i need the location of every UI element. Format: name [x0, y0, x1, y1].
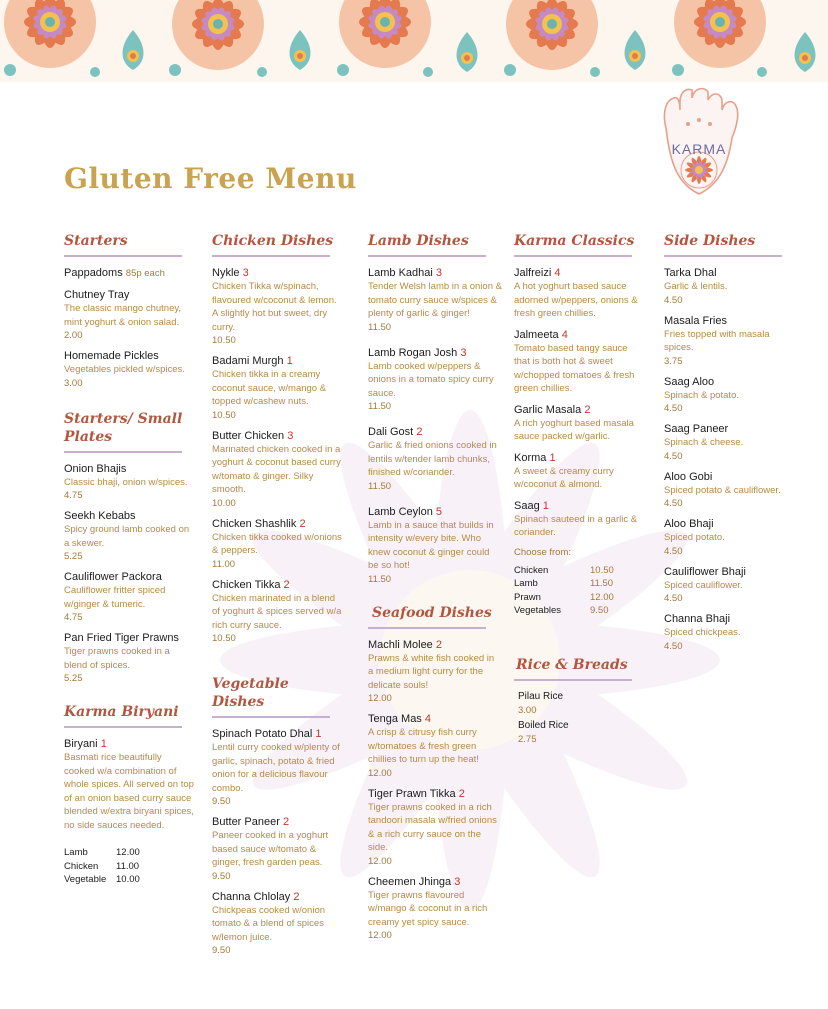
- section-title: Vegetable Dishes: [212, 676, 289, 710]
- menu-item: [64, 288, 194, 342]
- item-name: Tenga Mas: [368, 713, 422, 725]
- price-label: Vegetables: [514, 605, 562, 616]
- item-name: Seekh Kebabs: [64, 510, 136, 522]
- item-name: Butter Chicken: [212, 429, 285, 442]
- item-price: 12.00: [368, 855, 392, 867]
- chilli-rating: 3: [287, 429, 294, 442]
- menu-item: [664, 565, 794, 606]
- section-divider: [514, 255, 632, 257]
- menu-item: [514, 266, 642, 321]
- chilli-rating: 2: [584, 403, 591, 416]
- item-name: Pappadoms: [64, 267, 123, 279]
- item-description: Tender Welsh lamb in a onion & tomato curry sauce w/spices & plenty of garlic & ginger!: [368, 281, 502, 319]
- item-description: Marinated chicken cooked in a yoghurt & coconut based curry w/tomato & ginger. Silky smooth.: [212, 443, 341, 495]
- section-rice: [514, 656, 642, 746]
- item-name: Korma: [514, 451, 547, 464]
- section-divider: [64, 255, 182, 257]
- item-description: Chicken tikka cooked w/onions & peppers.: [212, 531, 342, 556]
- section-divider: [64, 726, 182, 728]
- choose-from-label: Choose from:: [514, 546, 572, 558]
- item-description: Spinach sauteed in a garlic & coriander.: [514, 513, 638, 538]
- chilli-rating: 1: [315, 728, 322, 740]
- price-value: 9.50: [590, 605, 609, 616]
- price-value: 12.00: [590, 591, 614, 603]
- item-price: 5.25: [64, 551, 83, 562]
- chilli-rating: 2: [435, 638, 442, 651]
- item-price: 12.00: [368, 767, 392, 779]
- price-row: [64, 846, 194, 860]
- item-description: A rich yoghurt based masala sauce packed w/garlic.: [514, 417, 634, 442]
- section-title: Karma Biryani: [64, 704, 179, 720]
- section-divider: [212, 255, 330, 257]
- section-title: Side Dishes: [664, 233, 756, 249]
- menu-item: [64, 266, 194, 281]
- menu-item: [368, 787, 502, 868]
- item-price: 10.00: [212, 497, 236, 509]
- price-label: Chicken: [64, 860, 99, 872]
- chilli-rating: 4: [561, 328, 568, 341]
- section-vegetable: [212, 675, 342, 957]
- price-row: [64, 873, 194, 887]
- menu-item: [664, 314, 794, 368]
- chilli-rating: 3: [460, 346, 467, 359]
- item-description: Chicken marinated in a blend of yoghurt & spices served w/a rich curry sauce.: [212, 592, 342, 631]
- column-3: [368, 232, 502, 949]
- item-price: 11.00: [212, 558, 236, 570]
- item-price: 12.00: [368, 693, 392, 704]
- item-description: Classic bhaji, onion w/spices.: [64, 476, 188, 488]
- item-price: 9.50: [212, 796, 231, 807]
- item-description: Spicy ground lamb cooked on a skewer.: [64, 524, 190, 549]
- item-price: 4.50: [664, 294, 683, 306]
- menu-item: [64, 570, 194, 624]
- menu-item: [64, 462, 194, 503]
- item-name: Aloo Bhaji: [664, 518, 714, 530]
- section-classics: [514, 232, 642, 618]
- item-price: 10.50: [212, 335, 236, 346]
- price-value: 12.00: [116, 847, 140, 858]
- menu-item: [514, 451, 642, 492]
- chilli-rating: 4: [554, 267, 561, 279]
- menu-item: [64, 349, 194, 390]
- item-name: Garlic Masala: [514, 403, 582, 416]
- price-value: 10.00: [116, 874, 140, 885]
- section-divider: [664, 255, 782, 257]
- chilli-rating: 2: [293, 890, 300, 903]
- chilli-rating: 2: [283, 578, 290, 591]
- section-sides: [664, 232, 794, 653]
- item-description: Paneer cooked in a yoghurt based sauce w/tomato & ginger, fresh garden peas.: [212, 830, 329, 868]
- menu-item: [212, 727, 342, 808]
- price-value: 10.50: [590, 564, 614, 576]
- price-value: 11.00: [116, 860, 140, 872]
- menu-item: [664, 470, 794, 511]
- item-description: Basmati rice beautifully cooked w/a combination of whole spices. All served on top of an onion based curry sauce blended w/extra biryani spices, no side sauces needed.: [64, 752, 194, 831]
- item-description: Spinach & cheese.: [664, 437, 744, 448]
- item-description: Chicken tikka in a creamy coconut sauce, w/mango & topped w/cashew nuts.: [212, 369, 327, 407]
- item-name: Biryani: [64, 738, 98, 750]
- item-description: Tiger prawns cooked in a blend of spices.: [64, 646, 170, 671]
- menu-item: [514, 719, 642, 746]
- item-name: Aloo Gobi: [664, 470, 713, 483]
- item-price: 85p each: [125, 268, 165, 279]
- menu-item: [368, 712, 502, 780]
- price-row: [64, 860, 194, 874]
- item-price: 4.50: [664, 450, 683, 462]
- section-title: Starters: [64, 233, 128, 249]
- item-description: Spiced chickpeas.: [664, 627, 741, 638]
- item-price: 3.00: [64, 377, 83, 389]
- item-price: 11.50: [368, 573, 392, 585]
- chilli-rating: 1: [100, 738, 107, 750]
- column-1: [64, 232, 194, 887]
- item-name: Channa Chlolay: [212, 890, 291, 903]
- item-name: Chutney Tray: [64, 289, 130, 301]
- item-name: Jalmeeta: [514, 328, 559, 341]
- item-description: Lentil curry cooked w/plenty of garlic, spinach, potato & fried onion for a delicious flavour combo.: [212, 742, 340, 794]
- section-divider: [64, 451, 182, 453]
- price-row: [514, 564, 642, 578]
- item-description: Vegetables pickled w/spices.: [64, 364, 185, 375]
- menu-item: [212, 890, 342, 958]
- section-chicken: [212, 232, 342, 645]
- item-description: Chicken Tikka w/spinach, flavoured w/coconut & lemon. A slightly hot but sweet, dry curry.: [212, 281, 337, 333]
- item-price: 4.75: [64, 490, 83, 501]
- logo-text: KARMA: [671, 141, 727, 157]
- menu-item: [664, 266, 794, 307]
- column-2: [212, 232, 342, 964]
- item-price: 4.50: [664, 593, 683, 604]
- price-label: Lamb: [514, 578, 538, 589]
- price-value: 11.50: [590, 578, 614, 589]
- item-name: Onion Bhajis: [64, 462, 127, 475]
- item-description: Tomato based tangy sauce that is both hot & sweet w/chopped tomatoes & fresh green chillies.: [514, 342, 635, 394]
- item-description: Fries topped with masala spices.: [664, 328, 770, 353]
- item-name: Boiled Rice: [518, 719, 569, 731]
- price-table: [514, 564, 642, 618]
- menu-item: [212, 815, 342, 883]
- mandala-banner: [0, 0, 828, 82]
- item-description: Cauliflower fritter spiced w/ginger & tumeric.: [64, 585, 166, 610]
- item-description: Spinach & potato.: [664, 389, 739, 401]
- item-price: 9.50: [212, 870, 231, 882]
- item-price: 3.00: [518, 704, 537, 716]
- item-description: Garlic & fried onions cooked in lentils w/tender lamb chunks, finished w/coriander.: [368, 440, 497, 478]
- menu-item: [212, 429, 342, 510]
- item-name: Jalfreizi: [514, 267, 552, 279]
- item-price: 4.50: [664, 498, 683, 509]
- item-price: 2.75: [518, 733, 537, 745]
- menu-item: [368, 266, 502, 334]
- item-description: A hot yoghurt based sauce adorned w/peppers, onions & fresh green chillies.: [514, 281, 638, 319]
- menu-item: [514, 328, 642, 396]
- chilli-rating: 3: [242, 267, 249, 279]
- menu-item: [368, 425, 502, 493]
- section-starters: [64, 232, 194, 390]
- menu-item: [514, 499, 642, 540]
- item-price: 12.00: [368, 930, 392, 941]
- item-description: A sweet & creamy curry w/coconut & almond.: [514, 465, 614, 490]
- item-name: Cauliflower Bhaji: [664, 565, 746, 578]
- item-price: 4.50: [664, 640, 683, 652]
- price-row: [514, 591, 642, 605]
- section-seafood: [368, 604, 502, 943]
- item-name: Homemade Pickles: [64, 350, 159, 362]
- price-label: Prawn: [514, 591, 541, 603]
- menu-item: [514, 690, 642, 717]
- section-divider: [212, 716, 330, 718]
- menu-item: [664, 517, 794, 558]
- menu-item: [212, 354, 342, 422]
- chilli-rating: 2: [282, 816, 290, 828]
- chilli-rating: 1: [542, 499, 549, 512]
- menu-item: [64, 509, 194, 563]
- item-price: 10.50: [212, 409, 236, 421]
- chilli-rating: 4: [424, 713, 431, 725]
- item-price: 4.50: [664, 403, 683, 414]
- item-name: Nykle: [212, 267, 240, 279]
- section-title: Rice & Breads: [516, 656, 628, 673]
- item-name: Chicken Shashlik: [212, 517, 297, 530]
- section-small-plates: [64, 410, 194, 686]
- item-price: 11.50: [368, 480, 392, 492]
- section-divider: [368, 255, 486, 257]
- item-price: 2.00: [64, 330, 83, 341]
- chilli-rating: 1: [549, 451, 556, 464]
- item-name: Channa Bhaji: [664, 613, 731, 625]
- price-label: Chicken: [514, 564, 549, 576]
- price-label: Lamb: [64, 847, 88, 858]
- item-name: Lamb Kadhai: [368, 267, 433, 279]
- price-row: [514, 604, 642, 618]
- price-row: [514, 577, 642, 591]
- chilli-rating: 3: [454, 875, 461, 888]
- menu-item: [368, 346, 502, 414]
- section-biryani: [64, 703, 194, 887]
- menu-item: [212, 517, 342, 571]
- section-title: Starters/ Small Plates: [64, 410, 183, 445]
- item-description: Lamb cooked w/peppers & onions in a tomato spicy curry sauce.: [368, 360, 494, 399]
- item-description: Tiger prawns cooked in a rich tandoori masala w/fried onions & a rich curry sauce on the side.: [368, 801, 497, 853]
- item-name: Cauliflower Packora: [64, 571, 162, 583]
- chilli-rating: 2: [458, 787, 465, 800]
- item-name: Masala Fries: [664, 314, 727, 327]
- item-price: 10.50: [212, 633, 236, 644]
- menu-item: [514, 403, 642, 444]
- item-description: Spiced potato & cauliflower.: [664, 484, 781, 496]
- section-title: Lamb Dishes: [368, 233, 469, 249]
- section-title: Karma Classics: [514, 233, 635, 249]
- item-name: Cheemen Jhinga: [368, 875, 452, 888]
- item-description: Lamb in a sauce that builds in intensity w/every bite. Who knew coconut & ginger could be so hot!: [368, 519, 494, 571]
- item-description: Spiced potato.: [664, 532, 725, 543]
- chilli-rating: 3: [435, 267, 443, 279]
- section-title: Seafood Dishes: [372, 604, 492, 621]
- column-4: [514, 232, 642, 746]
- item-name: Chicken Tikka: [212, 578, 281, 591]
- section-divider: [514, 679, 632, 681]
- chilli-rating: 2: [416, 426, 423, 438]
- item-price: 4.75: [64, 612, 83, 623]
- section-title: Chicken Dishes: [212, 233, 334, 249]
- item-price: 11.50: [368, 401, 392, 412]
- section-lamb: [368, 232, 502, 586]
- section-divider: [368, 627, 486, 629]
- item-name: Dali Gost: [368, 426, 414, 438]
- menu-item: [368, 638, 502, 706]
- price-table: [64, 846, 194, 887]
- item-name: Spinach Potato Dhal: [212, 728, 313, 740]
- column-5: [664, 232, 794, 660]
- menu-item: [664, 375, 794, 416]
- item-name: Machli Molee: [368, 638, 433, 651]
- item-name: Tarka Dhal: [664, 267, 717, 279]
- item-name: Pilau Rice: [518, 690, 564, 702]
- menu-item: [664, 612, 794, 653]
- karma-logo: [648, 84, 750, 198]
- item-name: Badami Murgh: [212, 355, 284, 367]
- menu-item: [64, 631, 194, 685]
- item-description: The classic mango chutney, mint yoghurt & onion salad.: [64, 303, 182, 328]
- item-description: A crisp & citrusy fish curry w/tomatoes & fresh green chillies to turn up the heat!: [368, 727, 479, 765]
- menu-item: [664, 422, 794, 463]
- chilli-rating: 5: [435, 505, 443, 518]
- menu-item: [64, 737, 194, 832]
- page-title: Gluten Free Menu: [64, 162, 357, 195]
- menu-item: [212, 266, 342, 347]
- menu-item: [368, 505, 502, 586]
- item-description: Tiger prawns flavoured w/mango & coconut in a rich creamy yet spicy sauce.: [368, 889, 488, 928]
- item-name: Saag Paneer: [664, 423, 729, 435]
- item-description: Spiced cauliflower.: [664, 579, 743, 591]
- item-price: 11.50: [368, 321, 392, 333]
- chilli-rating: 2: [299, 517, 306, 530]
- item-name: Tiger Prawn Tikka: [368, 787, 456, 800]
- item-name: Saag: [514, 499, 540, 512]
- item-price: 3.75: [664, 355, 683, 367]
- item-description: Chickpeas cooked w/onion tomato & a blend of spices w/lemon juice.: [212, 904, 326, 943]
- menu-item: [368, 875, 502, 943]
- item-name: Lamb Rogan Josh: [368, 346, 458, 359]
- item-description: Prawns & white fish cooked in a medium light curry for the delicate souls!: [368, 652, 495, 691]
- item-name: Pan Fried Tiger Prawns: [64, 632, 179, 644]
- item-price: 5.25: [64, 673, 83, 684]
- item-name: Butter Paneer: [212, 816, 280, 828]
- item-description: Garlic & lentils.: [664, 281, 728, 292]
- menu-item: [212, 578, 342, 646]
- item-name: Lamb Ceylon: [368, 505, 433, 518]
- item-price: 9.50: [212, 945, 231, 956]
- chilli-rating: 1: [286, 355, 293, 367]
- price-label: Vegetable: [64, 874, 107, 885]
- item-name: Saag Aloo: [664, 375, 715, 388]
- item-price: 4.50: [664, 545, 683, 557]
